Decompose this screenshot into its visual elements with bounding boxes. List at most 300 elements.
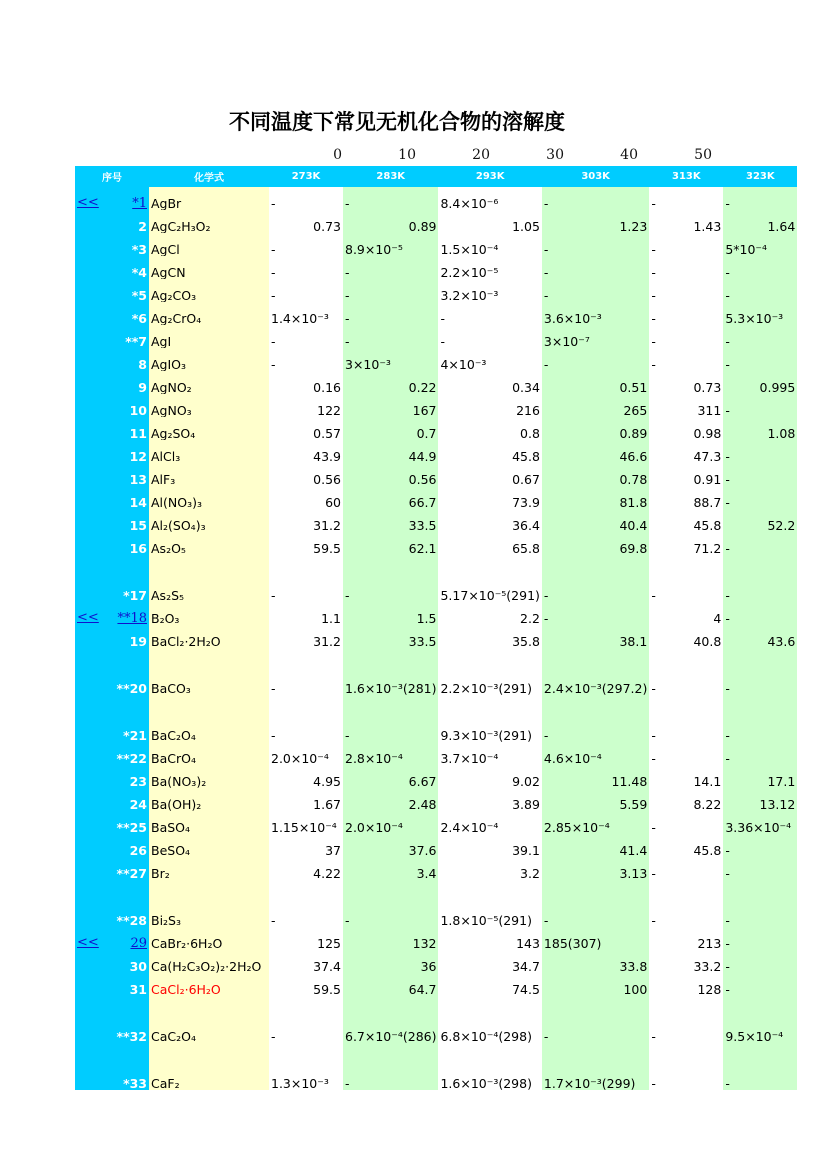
- solubility-cell: 37: [269, 834, 343, 857]
- row-index-link[interactable]: 29: [130, 936, 147, 950]
- solubility-cell: -: [649, 996, 723, 1043]
- solubility-cell: 1.5×10⁻⁴: [438, 233, 541, 256]
- row-index: [75, 927, 149, 950]
- temp-c-50: 50: [694, 147, 712, 163]
- row-index-text: **7: [125, 334, 147, 348]
- solubility-cell: 3.89: [438, 788, 541, 811]
- table-row: [75, 532, 797, 555]
- row-index-text: **27: [116, 866, 147, 880]
- temp-c-0: 0: [333, 147, 342, 163]
- solubility-cell: 9.3×10⁻³(291): [438, 695, 541, 742]
- row-index-text: 24: [129, 797, 147, 811]
- solubility-cell: -: [723, 648, 797, 695]
- row-index-text: 15: [129, 518, 147, 532]
- row-index-text: 23: [129, 774, 147, 788]
- solubility-cell: 4: [649, 602, 723, 625]
- table-row: [75, 187, 797, 210]
- row-index: [75, 788, 149, 811]
- solubility-cell: -: [723, 279, 797, 302]
- solubility-cell: 65.8: [438, 532, 541, 555]
- solubility-cell: 4×10⁻³: [438, 348, 541, 371]
- chemical-formula: As₂S₅: [149, 555, 269, 602]
- row-index: [75, 555, 149, 602]
- chemical-formula: AgC₂H₃O₂: [149, 210, 269, 233]
- solubility-cell: 1.67: [269, 788, 343, 811]
- chemical-formula: BaCO₃: [149, 648, 269, 695]
- solubility-cell: 66.7: [343, 486, 438, 509]
- chemical-formula: AlF₃: [149, 463, 269, 486]
- chemical-formula: AgBr: [149, 187, 269, 210]
- row-index-text: *3: [131, 242, 147, 256]
- solubility-cell: -: [343, 302, 438, 325]
- solubility-cell: -: [438, 325, 541, 348]
- table-row: [75, 279, 797, 302]
- chemical-formula: AgCN: [149, 256, 269, 279]
- back-link[interactable]: <<: [77, 935, 99, 950]
- solubility-cell: 3×10⁻³: [343, 348, 438, 371]
- solubility-cell: 1.43: [649, 210, 723, 233]
- solubility-cell: -: [723, 834, 797, 857]
- solubility-cell: -: [723, 927, 797, 950]
- chemical-formula: BaCrO₄: [149, 742, 269, 765]
- row-index: [75, 742, 149, 765]
- row-index-text: *21: [123, 728, 147, 742]
- chemical-formula: CaC₂O₄: [149, 996, 269, 1043]
- row-index-text: 19: [129, 634, 147, 648]
- table-row: [75, 927, 797, 950]
- solubility-cell: 73.9: [438, 486, 541, 509]
- row-index-text: 12: [129, 449, 147, 463]
- table-body: [75, 187, 797, 1090]
- solubility-cell: 3.2×10⁻³: [438, 279, 541, 302]
- solubility-cell: -: [269, 348, 343, 371]
- solubility-cell: 1.64: [723, 210, 797, 233]
- solubility-cell: -: [649, 187, 723, 210]
- solubility-cell: -: [542, 187, 649, 210]
- row-index-link[interactable]: *1: [132, 196, 147, 210]
- chemical-formula: Bi₂S₃: [149, 880, 269, 927]
- table-row: [75, 742, 797, 765]
- row-index: [75, 950, 149, 973]
- solubility-cell: -: [723, 348, 797, 371]
- table-row: [75, 210, 797, 233]
- solubility-cell: 3.7×10⁻⁴: [438, 742, 541, 765]
- row-index-text: *5: [131, 288, 147, 302]
- solubility-cell: -: [542, 256, 649, 279]
- solubility-cell: 1.05: [438, 210, 541, 233]
- solubility-cell: 0.56: [269, 463, 343, 486]
- chemical-formula: Ba(NO₃)₂: [149, 765, 269, 788]
- row-index-text: *4: [131, 265, 147, 279]
- solubility-cell: -: [542, 695, 649, 742]
- table-row: [75, 996, 797, 1043]
- row-index: [75, 834, 149, 857]
- solubility-cell: 44.9: [343, 440, 438, 463]
- row-index: [75, 233, 149, 256]
- solubility-cell: -: [723, 325, 797, 348]
- table-row: [75, 648, 797, 695]
- chemical-formula: BeSO₄: [149, 834, 269, 857]
- solubility-cell: 0.78: [542, 463, 649, 486]
- table-row: [75, 394, 797, 417]
- row-index-text: 30: [129, 959, 147, 973]
- solubility-table: [75, 166, 797, 1090]
- solubility-cell: 0.56: [343, 463, 438, 486]
- solubility-cell: 1.8×10⁻⁵(291): [438, 880, 541, 927]
- solubility-cell: -: [269, 279, 343, 302]
- solubility-cell: -: [723, 880, 797, 927]
- solubility-cell: -: [723, 950, 797, 973]
- solubility-cell: 1.5: [343, 602, 438, 625]
- chemical-formula: AgNO₂: [149, 371, 269, 394]
- solubility-cell: 33.2: [649, 950, 723, 973]
- row-index-text: 13: [129, 472, 147, 486]
- solubility-cell: 1.15×10⁻⁴: [269, 811, 343, 834]
- row-index: [75, 325, 149, 348]
- solubility-cell: 37.6: [343, 834, 438, 857]
- solubility-cell: 9.5×10⁻⁴: [723, 996, 797, 1043]
- table-row: [75, 486, 797, 509]
- solubility-cell: -: [649, 857, 723, 880]
- solubility-cell: 1.08: [723, 417, 797, 440]
- solubility-cell: -: [542, 348, 649, 371]
- header-303k: 303K: [542, 166, 649, 187]
- table-row: [75, 880, 797, 927]
- chemical-formula: AgIO₃: [149, 348, 269, 371]
- solubility-cell: 0.89: [542, 417, 649, 440]
- solubility-cell: -: [542, 880, 649, 927]
- table-row: [75, 765, 797, 788]
- table-row: [75, 371, 797, 394]
- solubility-cell: -: [723, 555, 797, 602]
- header-273k: 273K: [269, 166, 343, 187]
- row-index: [75, 1043, 149, 1090]
- solubility-cell: 36: [343, 950, 438, 973]
- solubility-cell: -: [649, 233, 723, 256]
- solubility-cell: 0.73: [269, 210, 343, 233]
- table-row: [75, 233, 797, 256]
- solubility-cell: 52.2: [723, 509, 797, 532]
- table-row: [75, 440, 797, 463]
- solubility-cell: -: [649, 256, 723, 279]
- solubility-cell: -: [269, 256, 343, 279]
- table-row: [75, 463, 797, 486]
- solubility-cell: -: [343, 187, 438, 210]
- row-index: [75, 371, 149, 394]
- solubility-cell: 122: [269, 394, 343, 417]
- table-row: [75, 950, 797, 973]
- row-index: [75, 996, 149, 1043]
- solubility-cell: 13.12: [723, 788, 797, 811]
- solubility-cell: 0.98: [649, 417, 723, 440]
- solubility-cell: 5*10⁻⁴: [723, 233, 797, 256]
- solubility-cell: 0.995: [723, 371, 797, 394]
- solubility-cell: 11.48: [542, 765, 649, 788]
- solubility-cell: -: [542, 233, 649, 256]
- solubility-cell: 31.2: [269, 625, 343, 648]
- solubility-cell: 62.1: [343, 532, 438, 555]
- solubility-cell: -: [723, 256, 797, 279]
- table-row: [75, 555, 797, 602]
- row-index-text: 26: [129, 843, 147, 857]
- solubility-cell: -: [343, 555, 438, 602]
- row-index-text: **20: [116, 681, 147, 695]
- row-index: [75, 256, 149, 279]
- chemical-formula: BaSO₄: [149, 811, 269, 834]
- solubility-cell: 1.1: [269, 602, 343, 625]
- solubility-cell: -: [649, 648, 723, 695]
- back-link[interactable]: <<: [77, 195, 99, 210]
- chemical-formula: AlCl₃: [149, 440, 269, 463]
- solubility-cell: -: [649, 302, 723, 325]
- solubility-cell: -: [269, 880, 343, 927]
- solubility-cell: 9.02: [438, 765, 541, 788]
- solubility-cell: -: [343, 325, 438, 348]
- solubility-cell: 40.4: [542, 509, 649, 532]
- solubility-cell: 43.6: [723, 625, 797, 648]
- row-index: [75, 880, 149, 927]
- header-283k: 283K: [343, 166, 438, 187]
- solubility-cell: 6.7×10⁻⁴(286): [343, 996, 438, 1043]
- solubility-cell: -: [269, 187, 343, 210]
- row-index: [75, 509, 149, 532]
- row-index: [75, 463, 149, 486]
- chemical-formula: BaC₂O₄: [149, 695, 269, 742]
- solubility-cell: 3.4: [343, 857, 438, 880]
- solubility-cell: -: [723, 742, 797, 765]
- solubility-cell: 71.2: [649, 532, 723, 555]
- solubility-cell: -: [723, 187, 797, 210]
- row-index: [75, 765, 149, 788]
- solubility-cell: 8.4×10⁻⁶: [438, 187, 541, 210]
- solubility-cell: 33.5: [343, 625, 438, 648]
- row-index-text: **28: [116, 913, 147, 927]
- solubility-cell: 59.5: [269, 532, 343, 555]
- temperature-celsius-row: [75, 145, 713, 165]
- solubility-cell: -: [649, 811, 723, 834]
- chemical-formula: Al(NO₃)₃: [149, 486, 269, 509]
- row-index-text: **25: [116, 820, 147, 834]
- row-index-text: 31: [129, 982, 147, 996]
- solubility-cell: 3×10⁻⁷: [542, 325, 649, 348]
- chemical-formula: Al₂(SO₄)₃: [149, 509, 269, 532]
- solubility-cell: 3.2: [438, 857, 541, 880]
- table-row: [75, 857, 797, 880]
- solubility-cell: -: [269, 325, 343, 348]
- solubility-cell: 39.1: [438, 834, 541, 857]
- solubility-cell: 2.48: [343, 788, 438, 811]
- row-index: [75, 279, 149, 302]
- row-index: [75, 394, 149, 417]
- row-index: [75, 440, 149, 463]
- row-index-text: 14: [129, 495, 147, 509]
- solubility-cell: -: [542, 279, 649, 302]
- chemical-formula: Br₂: [149, 857, 269, 880]
- solubility-cell: 0.22: [343, 371, 438, 394]
- temp-c-40: 40: [620, 147, 638, 163]
- solubility-cell: 0.51: [542, 371, 649, 394]
- solubility-cell: -: [649, 555, 723, 602]
- solubility-cell: 213: [649, 927, 723, 950]
- solubility-cell: 40.8: [649, 625, 723, 648]
- solubility-cell: 3.36×10⁻⁴: [723, 811, 797, 834]
- table-row: [75, 973, 797, 996]
- solubility-cell: 167: [343, 394, 438, 417]
- solubility-cell: 143: [438, 927, 541, 950]
- row-index: [75, 302, 149, 325]
- chemical-formula: Ba(OH)₂: [149, 788, 269, 811]
- chemical-formula: Ag₂CO₃: [149, 279, 269, 302]
- row-index-text: 2: [138, 219, 147, 233]
- header-index: 序号: [75, 166, 149, 187]
- row-index: [75, 857, 149, 880]
- solubility-cell: -: [649, 1043, 723, 1090]
- solubility-cell: 185(307): [542, 927, 649, 950]
- temp-c-30: 30: [546, 147, 564, 163]
- solubility-cell: 43.9: [269, 440, 343, 463]
- solubility-cell: -: [542, 602, 649, 625]
- solubility-cell: -: [343, 880, 438, 927]
- solubility-cell: -: [269, 695, 343, 742]
- chemical-formula: AgI: [149, 325, 269, 348]
- solubility-cell: 37.4: [269, 950, 343, 973]
- solubility-cell: 2.85×10⁻⁴: [542, 811, 649, 834]
- table-row: [75, 302, 797, 325]
- solubility-cell: 3.6×10⁻³: [542, 302, 649, 325]
- solubility-cell: 47.3: [649, 440, 723, 463]
- row-index: [75, 602, 149, 625]
- chemical-formula: Ca(H₂C₃O₂)₂·2H₂O: [149, 950, 269, 973]
- solubility-cell: 2.8×10⁻⁴: [343, 742, 438, 765]
- chemical-formula: B₂O₃: [149, 602, 269, 625]
- page-title: 不同温度下常见无机化合物的溶解度: [229, 110, 565, 134]
- solubility-cell: 46.6: [542, 440, 649, 463]
- solubility-cell: 31.2: [269, 509, 343, 532]
- solubility-cell: 4.22: [269, 857, 343, 880]
- solubility-cell: 45.8: [438, 440, 541, 463]
- solubility-cell: -: [723, 695, 797, 742]
- row-index-text: *6: [131, 311, 147, 325]
- table-row: [75, 695, 797, 742]
- solubility-cell: -: [723, 602, 797, 625]
- temp-c-10: 10: [398, 147, 416, 163]
- solubility-cell: 0.57: [269, 417, 343, 440]
- solubility-cell: 6.67: [343, 765, 438, 788]
- row-index: [75, 532, 149, 555]
- row-index: [75, 973, 149, 996]
- solubility-cell: -: [649, 880, 723, 927]
- solubility-cell: -: [343, 1043, 438, 1090]
- solubility-cell: -: [269, 996, 343, 1043]
- row-index-text: 11: [129, 426, 147, 440]
- solubility-cell: -: [343, 279, 438, 302]
- solubility-cell: 74.5: [438, 973, 541, 996]
- table-row: [75, 325, 797, 348]
- row-index-link[interactable]: **18: [117, 611, 147, 625]
- solubility-cell: 88.7: [649, 486, 723, 509]
- solubility-cell: 2.4×10⁻⁴: [438, 811, 541, 834]
- solubility-cell: 45.8: [649, 509, 723, 532]
- header-323k: 323K: [723, 166, 797, 187]
- solubility-cell: 0.7: [343, 417, 438, 440]
- solubility-cell: 38.1: [542, 625, 649, 648]
- solubility-cell: 0.89: [343, 210, 438, 233]
- row-index: [75, 648, 149, 695]
- solubility-cell: -: [723, 532, 797, 555]
- solubility-cell: 0.91: [649, 463, 723, 486]
- solubility-cell: 1.7×10⁻³(299): [542, 1043, 649, 1090]
- row-index: [75, 187, 149, 210]
- header-293k: 293K: [438, 166, 541, 187]
- solubility-cell: 59.5: [269, 973, 343, 996]
- chemical-formula: Ag₂SO₄: [149, 417, 269, 440]
- solubility-cell: 6.8×10⁻⁴(298): [438, 996, 541, 1043]
- solubility-cell: -: [723, 463, 797, 486]
- temp-c-20: 20: [472, 147, 490, 163]
- row-index-text: 16: [129, 541, 147, 555]
- solubility-cell: 4.6×10⁻⁴: [542, 742, 649, 765]
- solubility-cell: 1.3×10⁻³: [269, 1043, 343, 1090]
- table-row: [75, 1043, 797, 1090]
- row-index-text: 8: [138, 357, 147, 371]
- solubility-cell: 132: [343, 927, 438, 950]
- solubility-cell: 311: [649, 394, 723, 417]
- table-row: [75, 509, 797, 532]
- solubility-cell: 5.3×10⁻³: [723, 302, 797, 325]
- solubility-cell: 5.59: [542, 788, 649, 811]
- solubility-cell: -: [723, 440, 797, 463]
- solubility-cell: -: [542, 555, 649, 602]
- solubility-cell: 35.8: [438, 625, 541, 648]
- solubility-cell: 34.7: [438, 950, 541, 973]
- solubility-cell: -: [649, 279, 723, 302]
- row-index-text: *33: [123, 1076, 147, 1090]
- solubility-cell: 2.0×10⁻⁴: [269, 742, 343, 765]
- solubility-cell: 216: [438, 394, 541, 417]
- solubility-cell: -: [723, 973, 797, 996]
- row-index-text: 10: [129, 403, 147, 417]
- solubility-cell: 41.4: [542, 834, 649, 857]
- solubility-cell: 33.8: [542, 950, 649, 973]
- solubility-cell: 128: [649, 973, 723, 996]
- solubility-cell: -: [269, 555, 343, 602]
- chemical-formula: AgNO₃: [149, 394, 269, 417]
- row-index: [75, 486, 149, 509]
- solubility-cell: 125: [269, 927, 343, 950]
- solubility-cell: -: [723, 1043, 797, 1090]
- chemical-formula: CaCl₂·6H₂O: [149, 973, 269, 996]
- table-row: [75, 417, 797, 440]
- header-313k: 313K: [649, 166, 723, 187]
- solubility-cell: -: [438, 302, 541, 325]
- solubility-cell: 36.4: [438, 509, 541, 532]
- solubility-cell: -: [269, 648, 343, 695]
- solubility-cell: -: [649, 325, 723, 348]
- table-row: [75, 348, 797, 371]
- table-row: [75, 788, 797, 811]
- row-index-text: 9: [138, 380, 147, 394]
- chemical-formula: AgCl: [149, 233, 269, 256]
- solubility-cell: 2.2×10⁻⁵: [438, 256, 541, 279]
- back-link[interactable]: <<: [77, 610, 99, 625]
- solubility-cell: 0.34: [438, 371, 541, 394]
- solubility-cell: 8.9×10⁻⁵: [343, 233, 438, 256]
- solubility-cell: -: [723, 857, 797, 880]
- chemical-formula: As₂O₅: [149, 532, 269, 555]
- chemical-formula: Ag₂CrO₄: [149, 302, 269, 325]
- table-row: [75, 834, 797, 857]
- table-row: [75, 602, 797, 625]
